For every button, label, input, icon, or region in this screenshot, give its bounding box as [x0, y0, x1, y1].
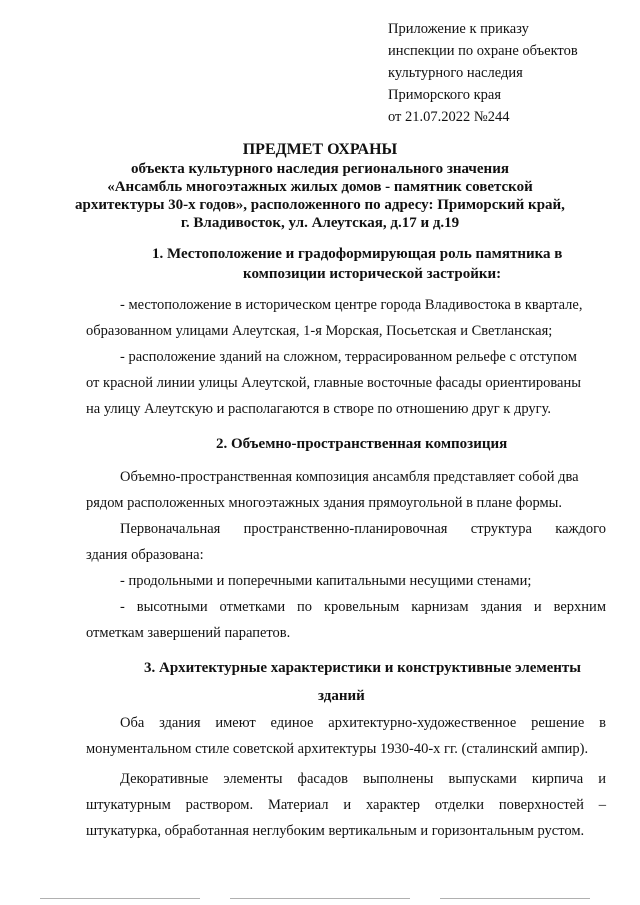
section-2-heading: 2. Объемно-пространственная композиция: [216, 436, 508, 452]
scan-artifact-line: [230, 898, 410, 899]
section-3-paragraph: штукатурным раствором. Материал и характер отделки поверхностей –: [86, 797, 606, 813]
section-1-heading: 1. Местоположение и градоформирующая роль памятника в: [152, 246, 563, 262]
section-2-paragraph: Объемно-пространственная композиция ансамбля представляет собой два: [120, 469, 579, 485]
section-1-paragraph: - местоположение в историческом центре города Владивостока в квартале,: [120, 297, 583, 313]
appendix-line: культурного наследия: [388, 65, 523, 81]
section-3-paragraph: Оба здания имеют единое архитектурно-художественное решение в: [120, 715, 606, 731]
title-line: г. Владивосток, ул. Алеутская, д.17 и д.19: [180, 215, 460, 231]
section-1-paragraph: - расположение зданий на сложном, террасированном рельефе с отступом: [120, 349, 577, 365]
appendix-note: [388, 18, 628, 128]
section-2-paragraph: - высотными отметками по кровельным карнизам здания и верхним: [120, 599, 606, 615]
scan-artifact-line: [40, 898, 200, 899]
scan-artifact-line: [440, 898, 590, 899]
document-title: [0, 140, 640, 232]
appendix-line: инспекции по охране объектов: [388, 43, 578, 59]
section-1-paragraph: образованном улицами Алеутская, 1-я Морская, Посьетская и Светланская;: [86, 323, 553, 339]
section-3-heading: 3. Архитектурные характеристики и конструктивные элементы: [144, 660, 581, 676]
title-main: ПРЕДМЕТ ОХРАНЫ: [242, 141, 398, 158]
appendix-line: Приморского края: [388, 87, 502, 103]
section-2-paragraph: Первоначальная пространственно-планировочная структура каждого: [120, 521, 606, 537]
section-3-heading-cont: зданий: [318, 688, 365, 704]
title-line: архитектуры 30-х годов», расположенного по адресу: Приморский край,: [75, 197, 565, 213]
appendix-line: от 21.07.2022 №244: [388, 109, 510, 125]
title-line: объекта культурного наследия регионального значения: [131, 161, 509, 177]
section-2-paragraph: - продольными и поперечными капитальными несущими стенами;: [120, 573, 532, 589]
section-3-paragraph: Декоративные элементы фасадов выполнены выпусками кирпича и: [120, 771, 606, 787]
section-2-paragraph: отметкам завершений парапетов.: [86, 625, 291, 641]
section-3-paragraph: штукатурка, обработанная неглубоким вертикальным и горизонтальным рустом.: [86, 823, 585, 839]
section-1-paragraph: от красной линии улицы Алеутской, главные восточные фасады ориентированы: [86, 375, 581, 391]
section-2-paragraph: рядом расположенных многоэтажных здания прямоугольной в плане формы.: [86, 495, 563, 511]
title-line: «Ансамбль многоэтажных жилых домов - памятник советской: [107, 179, 533, 195]
section-1-heading-cont: композиции исторической застройки:: [243, 266, 502, 282]
section-2-paragraph: здания образована:: [86, 547, 204, 563]
section-1-paragraph: на улицу Алеутскую и располагаются в створе по отношению друг к другу.: [86, 401, 552, 417]
appendix-line: Приложение к приказу: [388, 21, 529, 37]
section-3-paragraph: монументальном стиле советской архитектуры 1930-40-х гг. (сталинский ампир).: [86, 741, 589, 757]
